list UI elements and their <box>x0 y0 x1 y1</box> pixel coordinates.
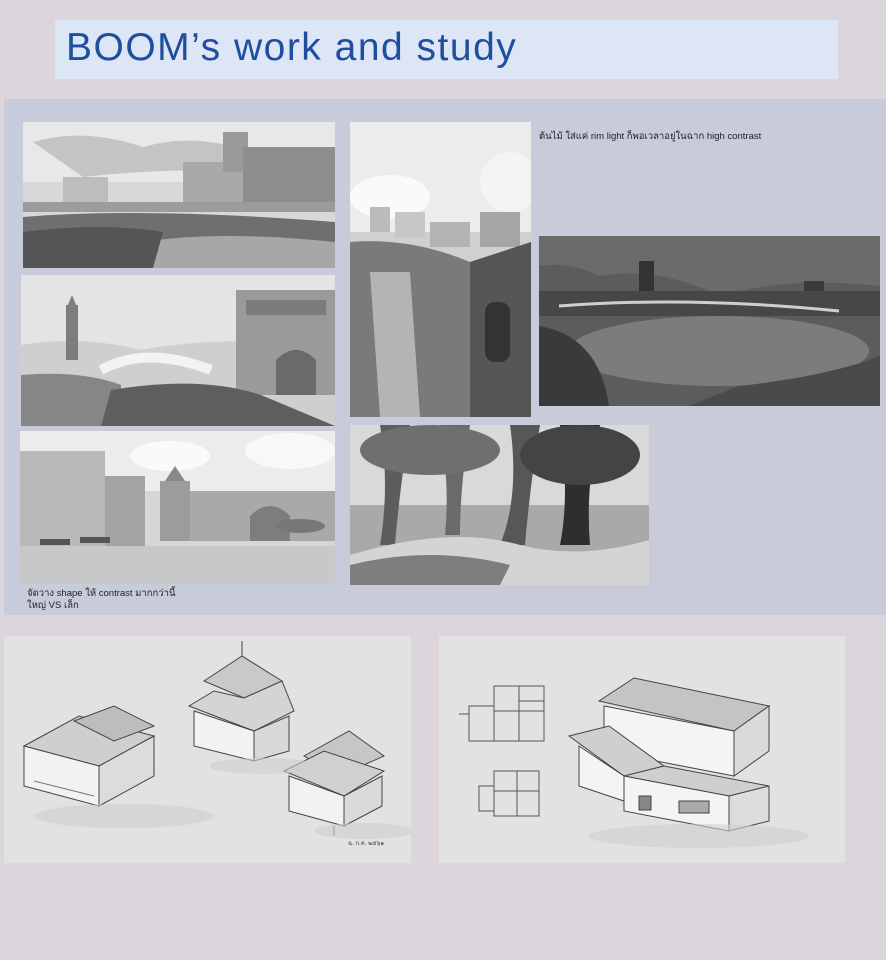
shape-contrast-note-line2: ใหญ่ VS เล็ก <box>27 600 79 611</box>
house-sketches-panel <box>4 636 411 863</box>
floorplan-house-panel <box>439 636 845 863</box>
sketch-forest-path <box>350 425 649 585</box>
page-title: BOOM’s work and study <box>66 26 518 69</box>
sketch-night-lake <box>539 236 880 406</box>
sketch-bridge-river <box>21 275 335 426</box>
shape-contrast-note <box>27 588 175 612</box>
sketch-cliff-town <box>350 122 531 417</box>
title-bar <box>55 20 838 79</box>
sketch-town-square <box>20 431 335 584</box>
shape-contrast-note-line1: จัดวาง shape ให้ contrast มากกว่านี้ <box>27 588 176 599</box>
tree-rim-light-note: ต้นไม้ ใส่แค่ rim light ก็พอเวลาอยู่ในฉาก high contrast <box>539 131 762 142</box>
sketch-signature: ฉ. ก.ค. ๒๕๖๑ <box>348 841 385 847</box>
sketch-canal-city <box>23 122 335 268</box>
